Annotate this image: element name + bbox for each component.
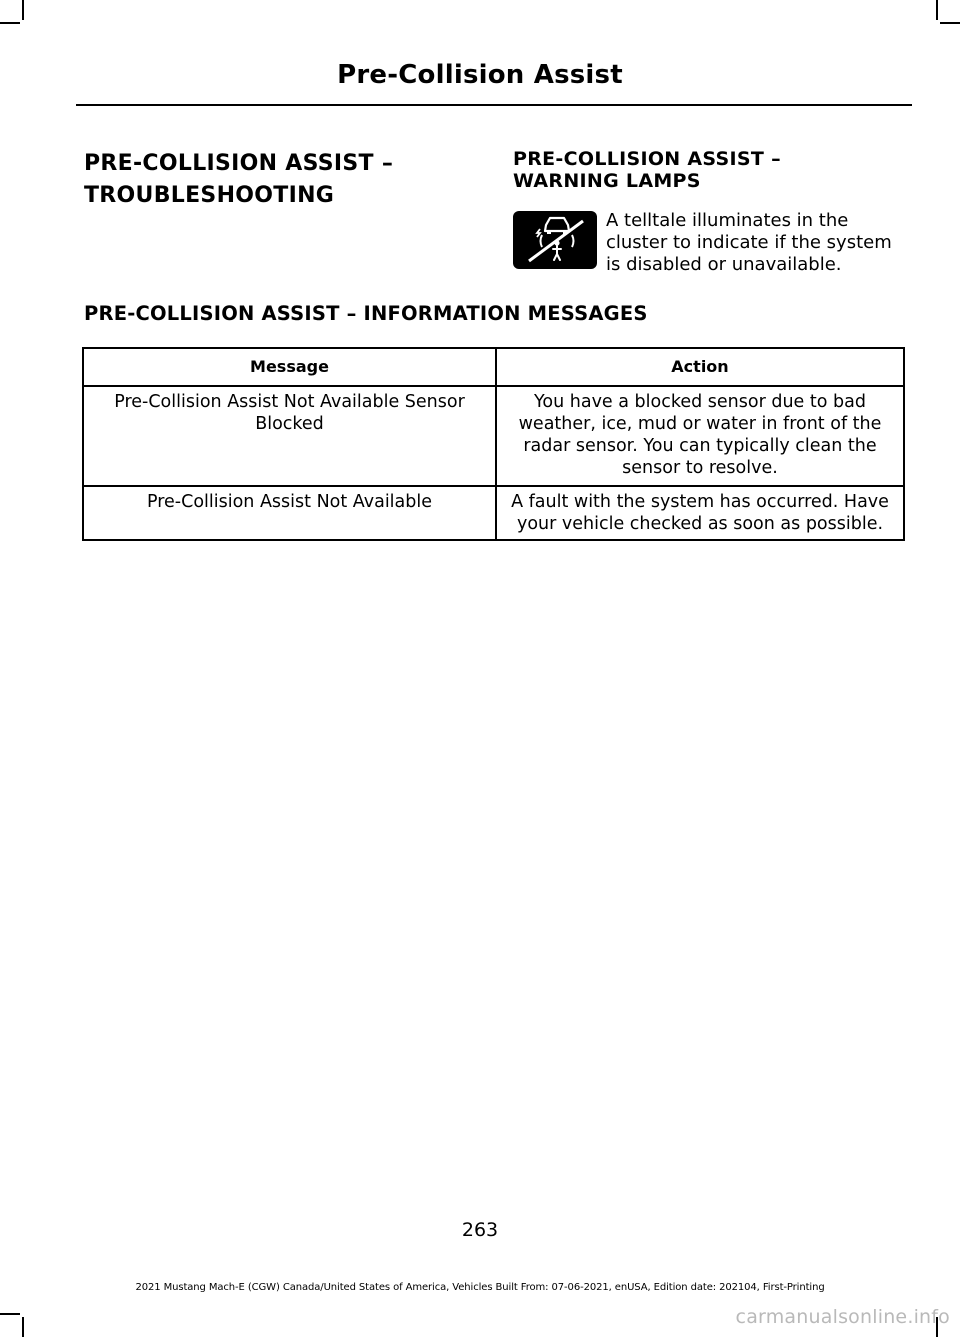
crop-mark bbox=[22, 1317, 24, 1337]
crop-mark bbox=[0, 1313, 20, 1315]
title-divider bbox=[76, 104, 912, 106]
crop-mark bbox=[22, 0, 24, 20]
watermark: carmanualsonline.info bbox=[735, 1306, 950, 1328]
warning-lamps-heading bbox=[513, 148, 893, 192]
crop-mark bbox=[936, 0, 938, 20]
action-cell: A fault with the system has occurred. Have your vehicle checked as soon as possible. bbox=[496, 486, 904, 540]
information-messages-table bbox=[82, 347, 905, 541]
page-number: 263 bbox=[461, 1219, 499, 1241]
page-title: Pre-Collision Assist bbox=[337, 60, 623, 90]
information-messages-heading: PRE-COLLISION ASSIST – INFORMATION MESSAGES bbox=[84, 302, 648, 325]
troubleshooting-heading bbox=[84, 148, 393, 212]
warning-lamps-description: A telltale illuminates in the cluster to indicate if the system is disabled or unavailable. bbox=[606, 210, 892, 275]
crop-mark bbox=[940, 22, 960, 24]
table-row bbox=[83, 486, 904, 540]
table-row bbox=[83, 386, 904, 486]
message-cell: Pre-Collision Assist Not Available Sensor Blocked bbox=[83, 386, 496, 486]
troubleshooting-heading-line2: TROUBLESHOOTING bbox=[84, 183, 335, 208]
warning-lamps-heading-line2: WARNING LAMPS bbox=[513, 170, 701, 192]
action-cell: You have a blocked sensor due to bad weather, ice, mud or water in front of the radar sensor. You can typically clean the sensor to resolve. bbox=[496, 386, 904, 486]
warning-lamps-heading-line1: PRE-COLLISION ASSIST – bbox=[513, 148, 781, 170]
crop-mark bbox=[0, 22, 20, 24]
edition-footer: 2021 Mustang Mach-E (CGW) Canada/United States of America, Vehicles Built From: 07-06-2021, enUSA, Edition date: 202104, First-Printing bbox=[135, 1282, 825, 1293]
table-header-row bbox=[83, 348, 904, 386]
column-header-message: Message bbox=[83, 348, 496, 386]
message-cell: Pre-Collision Assist Not Available bbox=[83, 486, 496, 540]
column-header-action: Action bbox=[496, 348, 904, 386]
pre-collision-assist-off-icon bbox=[513, 211, 597, 269]
troubleshooting-heading-line1: PRE-COLLISION ASSIST – bbox=[84, 151, 394, 176]
